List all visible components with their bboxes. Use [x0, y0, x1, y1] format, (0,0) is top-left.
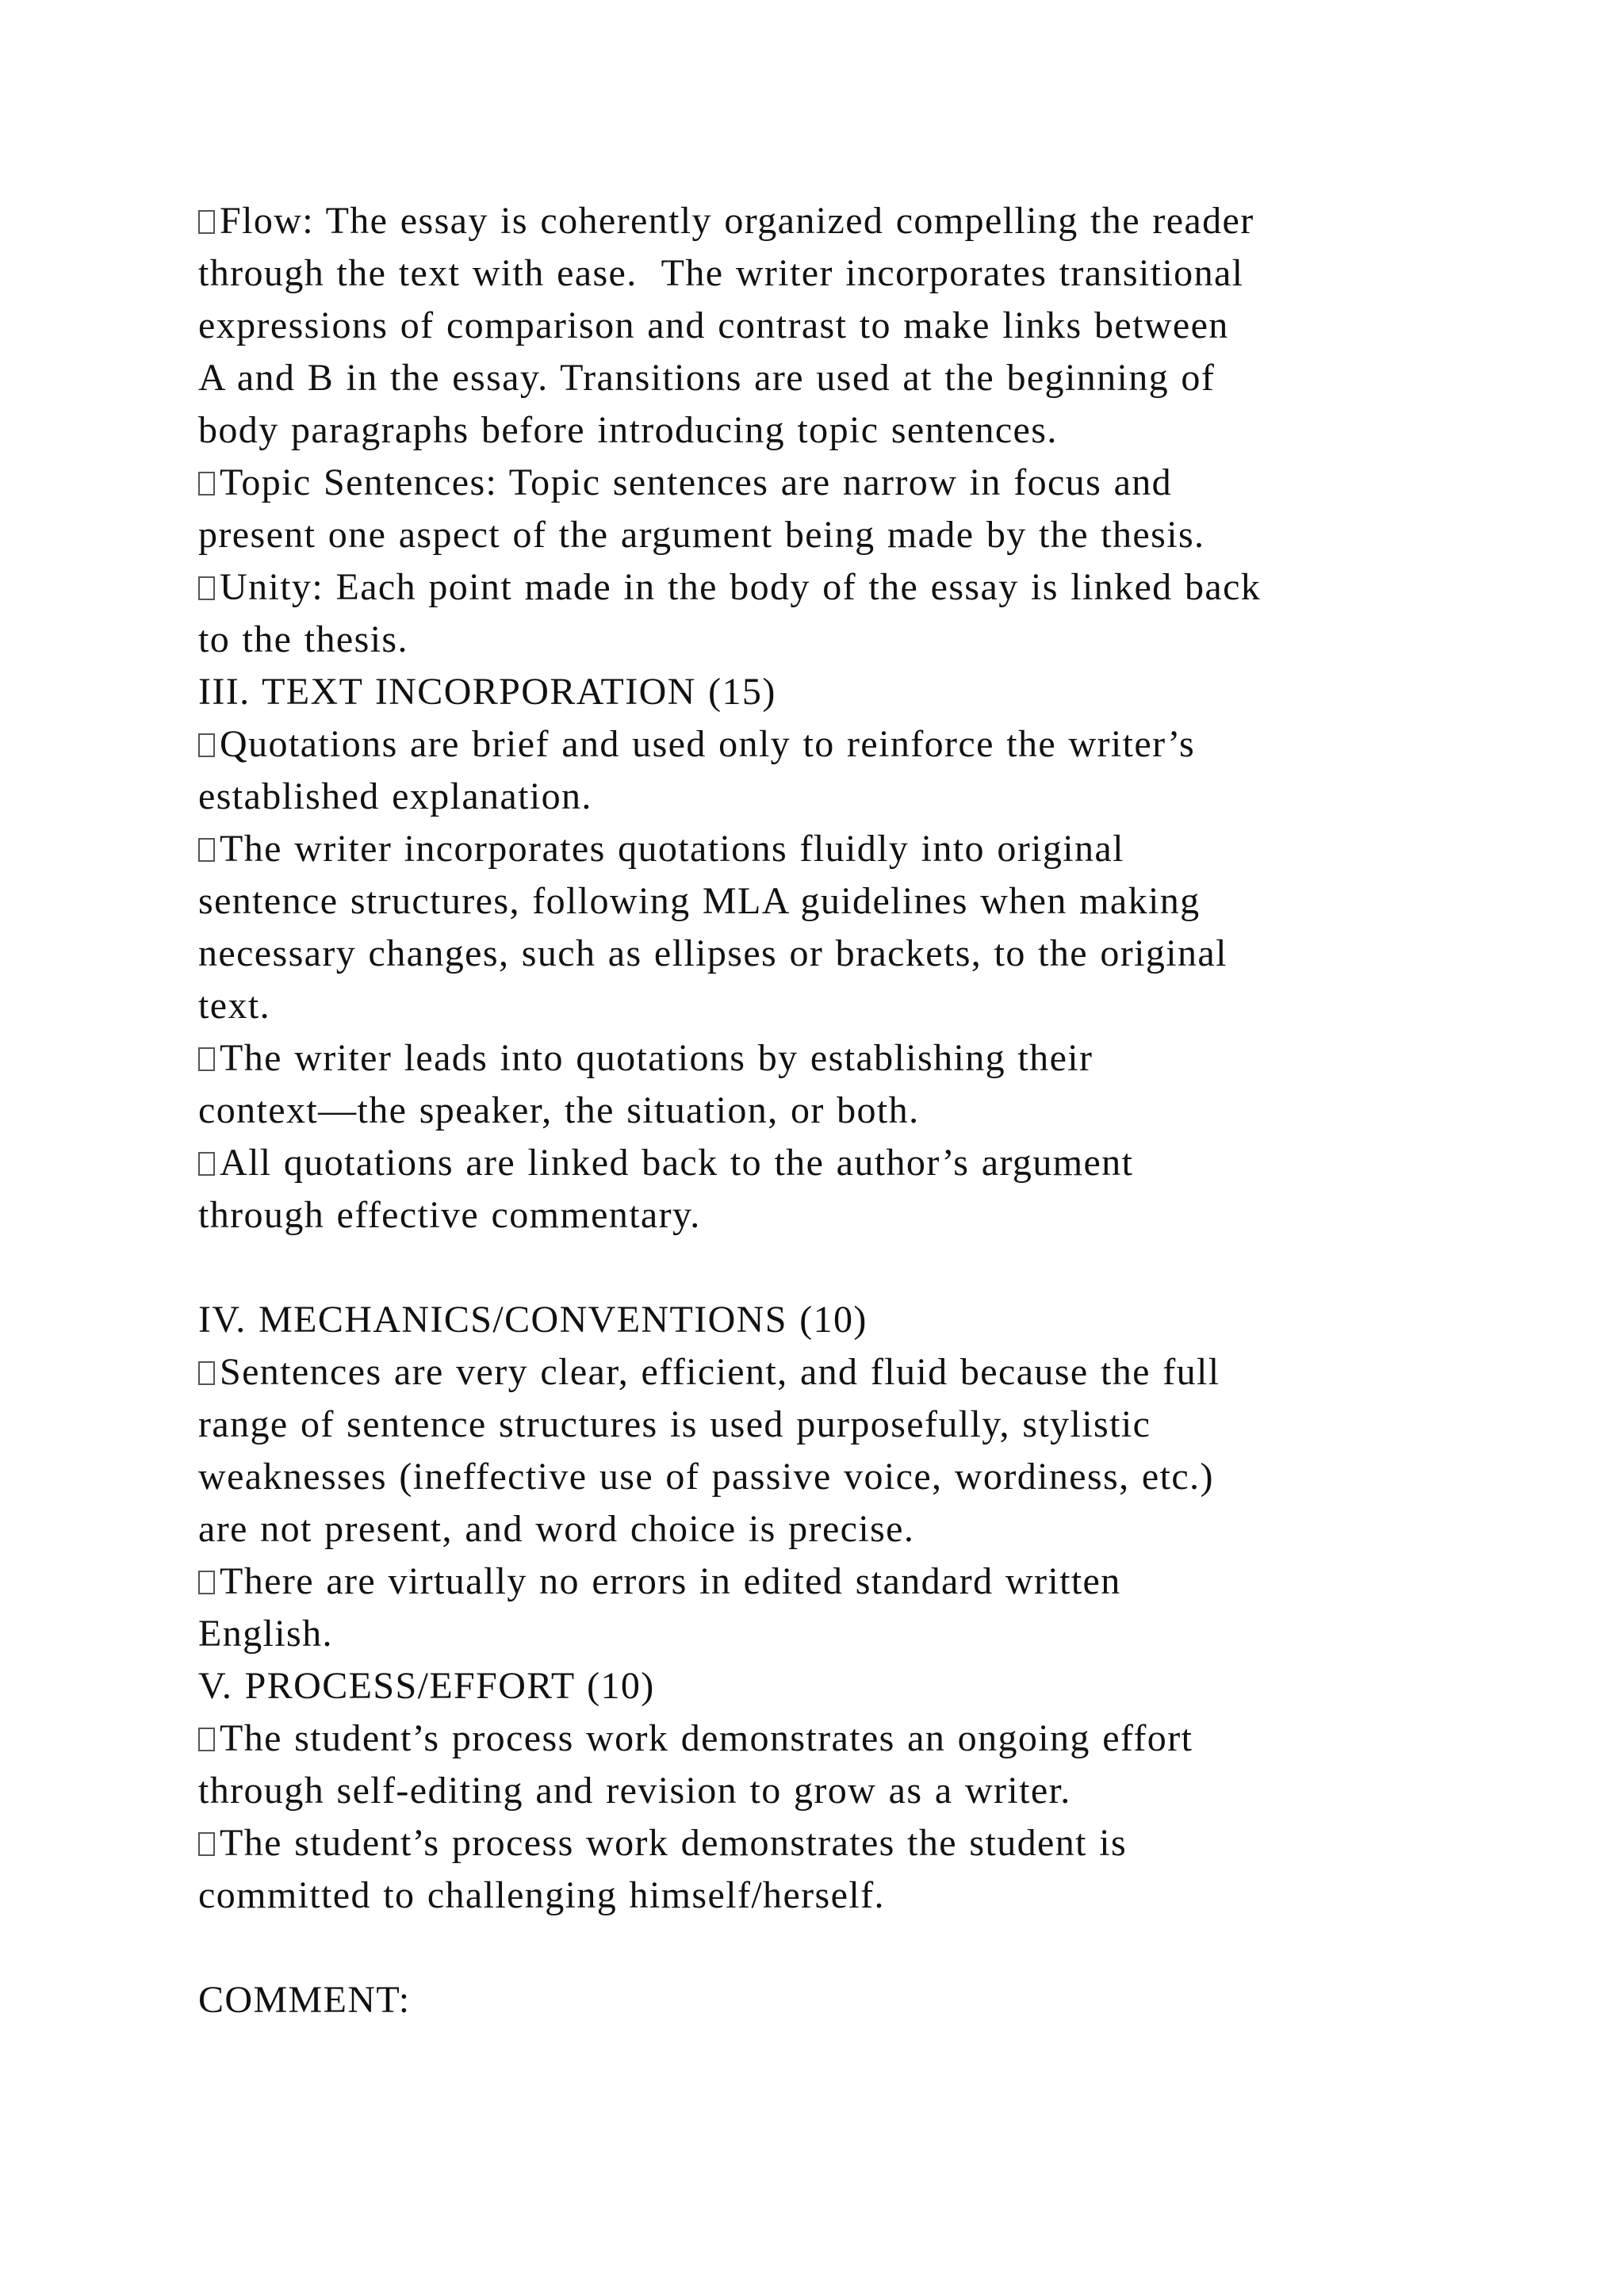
line-text: V. PROCESS/EFFORT (10)	[198, 1665, 655, 1707]
text-line	[198, 771, 1483, 823]
text-line	[198, 1608, 1483, 1660]
line-text: sentence structures, following MLA guidelines when making	[198, 880, 1201, 922]
line-text: IV. MECHANICS/CONVENTIONS (10)	[198, 1299, 868, 1341]
text-line	[198, 666, 1483, 718]
text-line	[198, 247, 1483, 300]
line-text: established explanation.	[198, 775, 592, 817]
text-line	[198, 980, 1483, 1032]
placeholder-box-icon	[198, 733, 215, 757]
text-line	[198, 875, 1483, 928]
placeholder-box-icon	[198, 472, 215, 496]
text-line	[198, 1451, 1483, 1503]
line-text: to the thesis.	[198, 618, 408, 660]
line-text: are not present, and word choice is precise.	[198, 1508, 915, 1550]
placeholder-box-icon	[198, 1152, 215, 1176]
placeholder-box-icon	[198, 1571, 215, 1594]
rubric-criterion-line	[198, 823, 1483, 875]
text-line	[198, 352, 1483, 404]
line-text: A and B in the essay. Transitions are used at the beginning of	[198, 357, 1216, 399]
line-text: context—the speaker, the situation, or both.	[198, 1089, 920, 1131]
line-text: text.	[198, 985, 270, 1027]
line-text: necessary changes, such as ellipses or brackets, to the original	[198, 932, 1228, 974]
line-text: through self-editing and revision to grow as a writer.	[198, 1770, 1071, 1812]
blank-line	[198, 1922, 1483, 1974]
line-text: English.	[198, 1613, 333, 1655]
rubric-criterion-line	[198, 1712, 1483, 1765]
line-text: COMMENT:	[198, 1979, 411, 2021]
text-line	[198, 1085, 1483, 1137]
text-line	[198, 1660, 1483, 1712]
rubric-text-block	[198, 195, 1483, 2026]
line-text: The student’s process work demonstrates an ongoing effort	[220, 1717, 1193, 1759]
placeholder-box-icon	[198, 1832, 215, 1856]
text-line	[198, 404, 1483, 457]
line-text: present one aspect of the argument being made by the thesis.	[198, 514, 1205, 556]
rubric-criterion-line	[198, 195, 1483, 247]
line-text: through effective commentary.	[198, 1194, 701, 1236]
placeholder-box-icon	[198, 1361, 215, 1385]
line-text: weaknesses (ineffective use of passive voice, wordiness, etc.)	[198, 1456, 1214, 1498]
rubric-criterion-line	[198, 1032, 1483, 1085]
line-text: committed to challenging himself/herself.	[198, 1874, 885, 1916]
line-text: The writer incorporates quotations fluidly into original	[220, 828, 1124, 870]
text-line	[198, 1294, 1483, 1346]
line-text: expressions of comparison and contrast to make links between	[198, 304, 1229, 346]
rubric-criterion-line	[198, 1817, 1483, 1869]
line-text: The writer leads into quotations by establishing their	[220, 1037, 1094, 1079]
placeholder-box-icon	[198, 1728, 215, 1751]
text-line	[198, 1765, 1483, 1817]
text-line	[198, 1503, 1483, 1556]
text-line	[198, 928, 1483, 980]
line-text: Flow: The essay is coherently organized compelling the reader	[220, 200, 1254, 242]
line-text: All quotations are linked back to the author’s argument	[220, 1142, 1134, 1184]
line-text: The student’s process work demonstrates the student is	[220, 1822, 1128, 1864]
text-line	[198, 509, 1483, 561]
rubric-criterion-line	[198, 457, 1483, 509]
line-text: Sentences are very clear, efficient, and fluid because the full	[220, 1351, 1220, 1393]
rubric-criterion-line	[198, 561, 1483, 614]
text-line	[198, 1189, 1483, 1242]
blank-line	[198, 1242, 1483, 1294]
line-text: body paragraphs before introducing topic sentences.	[198, 409, 1058, 451]
placeholder-box-icon	[198, 1047, 215, 1071]
line-text: through the text with ease. The writer incorporates transitional	[198, 252, 1244, 294]
text-line	[198, 1974, 1483, 2026]
rubric-criterion-line	[198, 1346, 1483, 1399]
line-text: Quotations are brief and used only to reinforce the writer’s	[220, 723, 1196, 765]
line-text: Topic Sentences: Topic sentences are narrow in focus and	[220, 461, 1173, 503]
line-text: range of sentence structures is used purposefully, stylistic	[198, 1403, 1151, 1445]
placeholder-box-icon	[198, 210, 215, 234]
text-line	[198, 300, 1483, 352]
line-text: Unity: Each point made in the body of the essay is linked back	[220, 566, 1262, 608]
placeholder-box-icon	[198, 576, 215, 600]
text-line	[198, 1869, 1483, 1922]
text-line	[198, 614, 1483, 666]
text-line	[198, 1399, 1483, 1451]
rubric-criterion-line	[198, 1137, 1483, 1189]
rubric-criterion-line	[198, 1556, 1483, 1608]
rubric-criterion-line	[198, 718, 1483, 771]
line-text: There are virtually no errors in edited standard written	[220, 1560, 1121, 1602]
line-text: III. TEXT INCORPORATION (15)	[198, 671, 776, 713]
placeholder-box-icon	[198, 838, 215, 862]
